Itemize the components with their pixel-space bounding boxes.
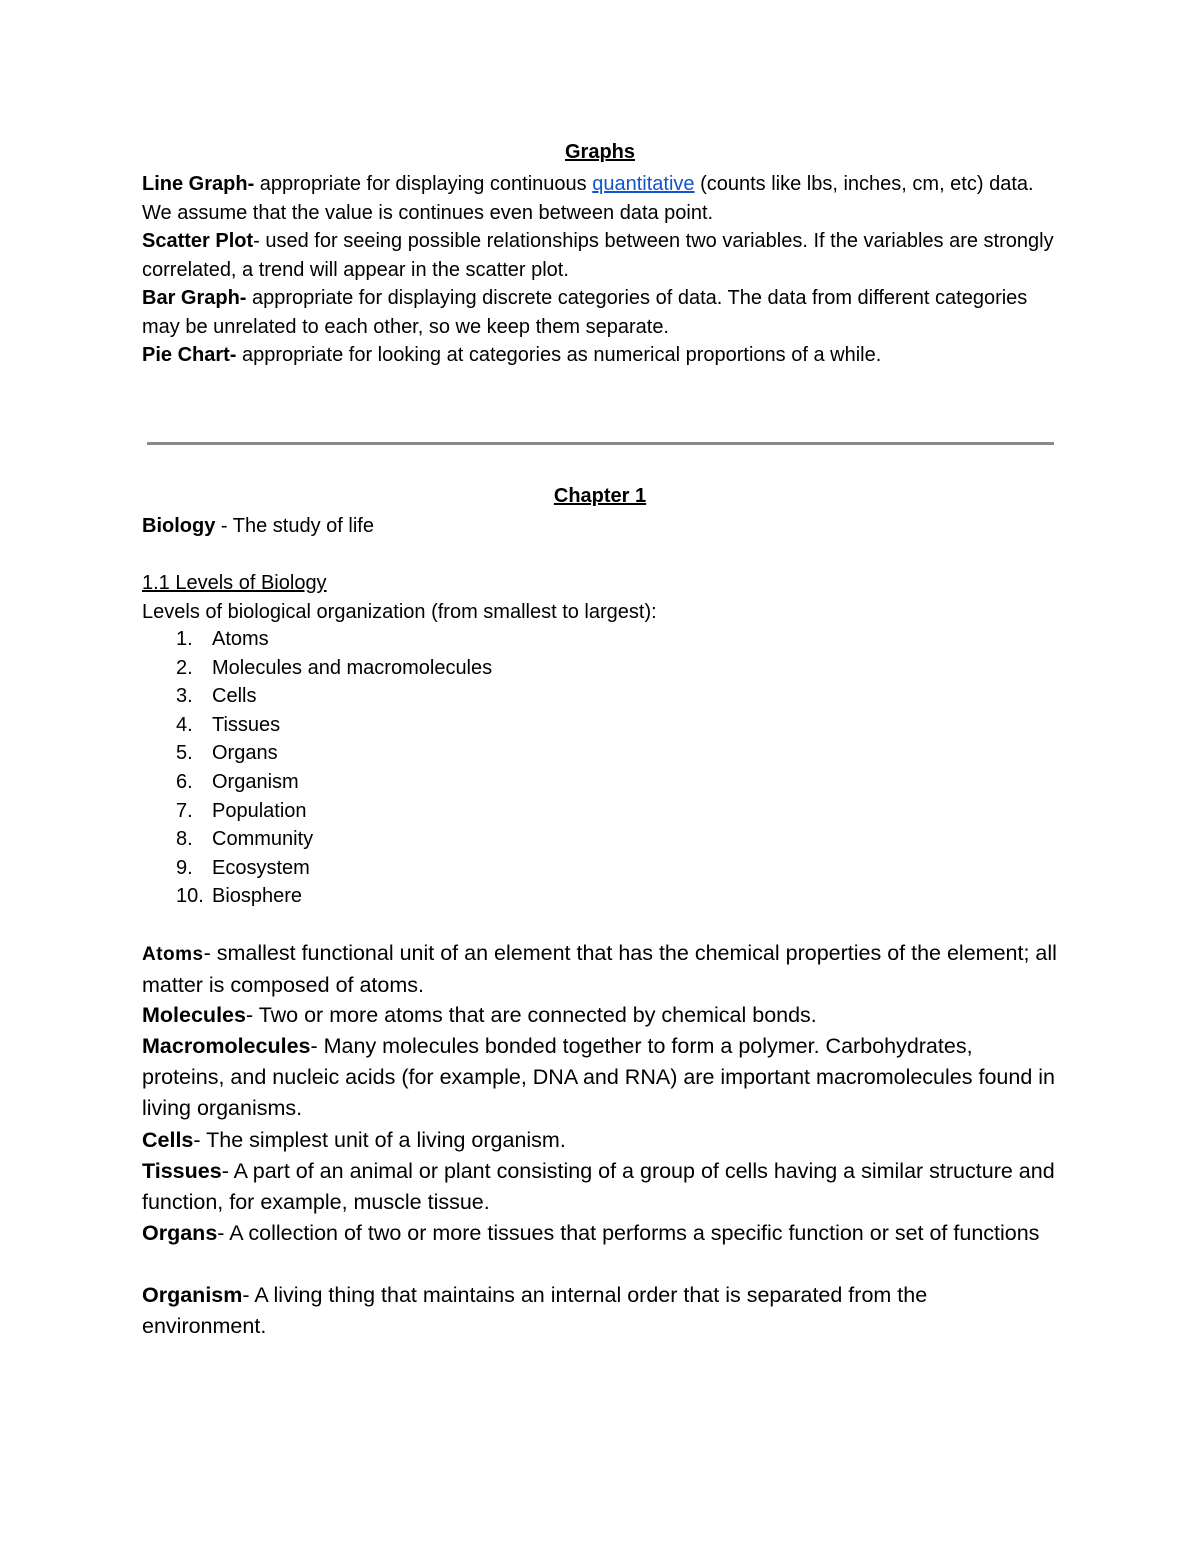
list-item-label: Atoms xyxy=(212,628,269,650)
biology-definition xyxy=(142,512,1057,541)
macromolecules-definition xyxy=(142,1031,1057,1124)
list-item-label: Biosphere xyxy=(212,885,303,908)
list-item-number: 6. xyxy=(176,770,193,793)
line-graph-text-b: (counts like lbs, inches, cm, etc) data. We assume that the value is continues even between data point. xyxy=(142,173,1034,224)
tissues-text: - A part of an animal or plant consisting of a group of cells having a similar structure and function, for example, muscle tissue. xyxy=(142,1159,1055,1214)
list-item-label: Community xyxy=(212,828,314,851)
organism-text: - A living thing that maintains an internal order that is separated from the environment. xyxy=(142,1283,928,1338)
section-heading-text: 1.1 Levels of Biology xyxy=(142,572,327,594)
list-item-number: 8. xyxy=(176,828,193,851)
biology-text: - The study of life xyxy=(215,515,374,537)
list-item-number: 3. xyxy=(176,685,193,708)
line-graph-text-a: appropriate for displaying continuous xyxy=(254,173,593,195)
tissues-term: Tissues xyxy=(142,1159,222,1183)
pie-chart-term: Pie Chart- xyxy=(142,344,237,366)
list-item-label: Tissues xyxy=(212,713,281,736)
organs-text: - A collection of two or more tissues that performs a specific function or set of functions xyxy=(217,1221,1040,1245)
organs-definition xyxy=(142,1218,1057,1249)
graphs-title: Graphs xyxy=(564,141,636,163)
macromolecules-term: Macromolecules xyxy=(142,1034,311,1058)
molecules-definition xyxy=(142,1000,1057,1031)
bar-graph-paragraph xyxy=(142,284,1057,341)
list-item-label: Cells xyxy=(212,685,257,708)
horizontal-divider xyxy=(147,442,1054,445)
list-item-number: 1. xyxy=(176,628,193,650)
list-item-number: 2. xyxy=(176,656,193,679)
organism-term: Organism xyxy=(142,1283,243,1307)
bar-graph-text: appropriate for displaying discrete categories of data. The data from different categories may be unrelated to each other, so we keep them separate. xyxy=(142,287,1028,338)
cells-definition xyxy=(142,1125,1057,1156)
chapter-title: Chapter 1 xyxy=(553,485,647,507)
list-item-number: 7. xyxy=(176,799,193,822)
molecules-text: - Two or more atoms that are connected by chemical bonds. xyxy=(245,1003,817,1027)
macromolecules-text: - Many molecules bonded together to form a polymer. Carbohydrates, proteins, and nucleic acids (for example, DNA and RNA) are important macromolecules found in living organisms. xyxy=(142,1034,1055,1120)
line-graph-paragraph xyxy=(142,170,1057,227)
atoms-definition xyxy=(142,938,1057,1001)
quantitative-link[interactable]: quantitative xyxy=(592,173,695,195)
cells-term: Cells xyxy=(142,1128,194,1152)
list-item-label: Organs xyxy=(212,742,278,765)
list-item-number: 9. xyxy=(176,856,193,879)
atoms-term: Atoms xyxy=(142,944,204,965)
scatter-plot-paragraph xyxy=(142,227,1057,284)
line-graph-term: Line Graph- xyxy=(142,173,255,195)
section-heading xyxy=(142,569,1057,598)
bar-graph-term: Bar Graph- xyxy=(142,287,247,309)
list-item-number: 10. xyxy=(176,885,204,908)
atoms-text: - smallest functional unit of an element that has the chemical properties of the element; all matter is composed of atoms. xyxy=(142,941,1057,997)
list-item-label: Population xyxy=(212,799,307,822)
scatter-plot-text: - used for seeing possible relationships between two variables. If the variables are strongly correlated, a trend will appear in the scatter plot. xyxy=(142,230,1054,281)
list-item-number: 4. xyxy=(176,713,193,736)
list-item-label: Molecules and macromolecules xyxy=(212,656,493,679)
organism-definition xyxy=(142,1280,1057,1342)
tissues-definition xyxy=(142,1156,1057,1218)
scatter-plot-term: Scatter Plot xyxy=(142,230,254,252)
molecules-term: Molecules xyxy=(142,1003,246,1027)
pie-chart-paragraph xyxy=(142,341,1057,370)
pie-chart-text: appropriate for looking at categories as numerical proportions of a while. xyxy=(236,344,882,366)
list-item-label: Organism xyxy=(212,770,299,793)
list-item-label: Ecosystem xyxy=(212,856,310,879)
cells-text: - The simplest unit of a living organism. xyxy=(193,1128,566,1152)
organs-term: Organs xyxy=(142,1221,218,1245)
list-item-number: 5. xyxy=(176,742,193,765)
biology-term: Biology xyxy=(142,515,216,537)
levels-intro: Levels of biological organization (from smallest to largest): xyxy=(142,601,657,623)
